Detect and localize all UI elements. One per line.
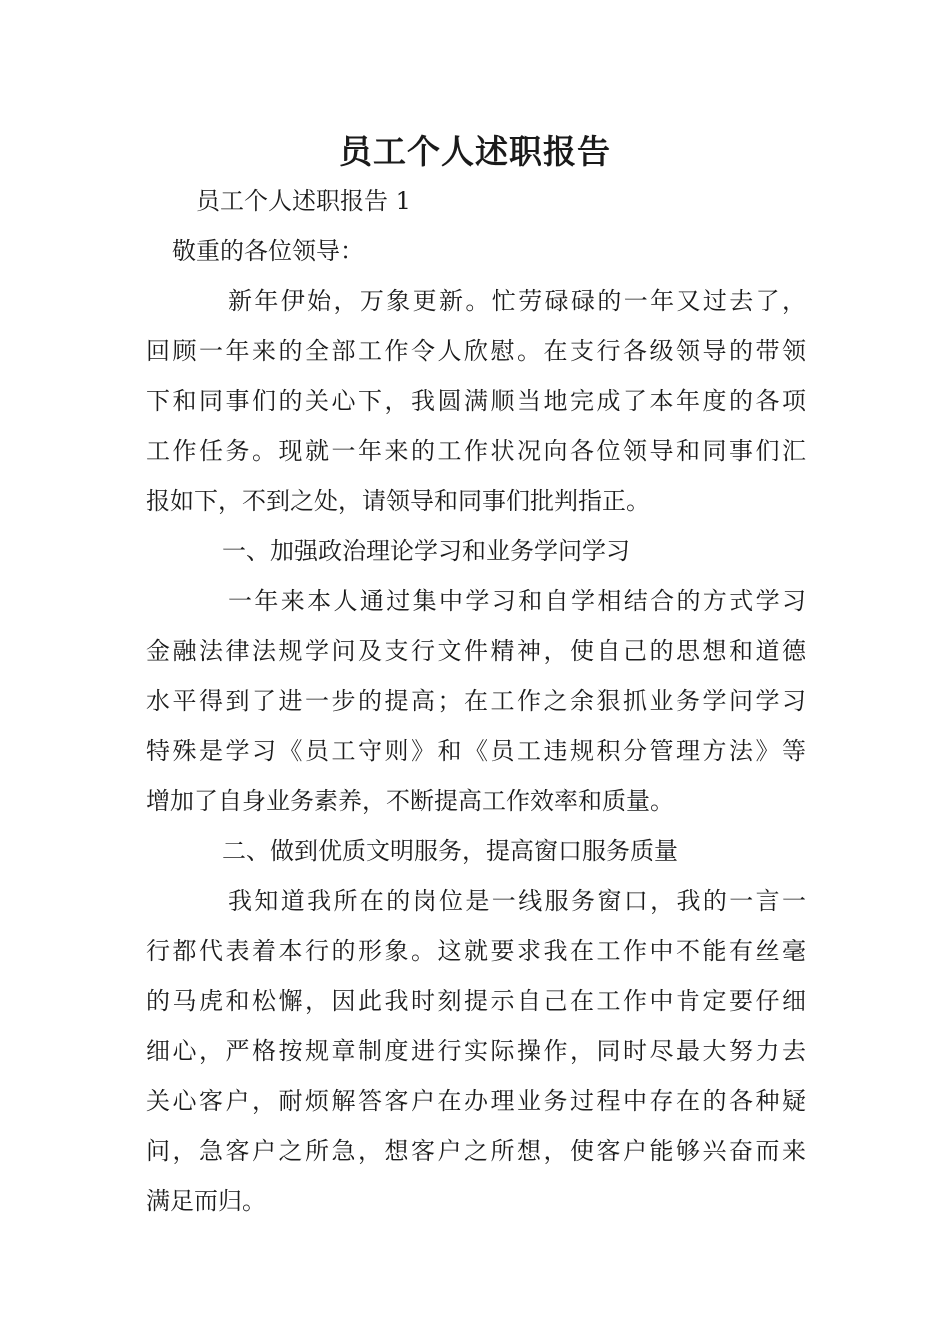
paragraph-1-line-4: 工作任务。现就一年来的工作状况向各位领导和同事们汇 — [146, 437, 806, 465]
paragraph-2-line-3: 水平得到了进一步的提高；在工作之余狠抓业务学问学习 — [146, 687, 806, 715]
paragraph-1-line-1: 新年伊始，万象更新。忙劳碌碌的一年又过去了， — [228, 287, 806, 315]
paragraph-3-line-7: 满足而归。 — [146, 1187, 266, 1215]
paragraph-2-line-5: 增加了自身业务素养，不断提高工作效率和质量。 — [146, 787, 674, 815]
salutation: 敬重的各位领导： — [172, 237, 364, 265]
paragraph-1-line-2: 回顾一年来的全部工作令人欣慰。在支行各级领导的带领 — [146, 337, 806, 365]
document-subtitle: 员工个人述职报告 1 — [196, 187, 411, 215]
paragraph-2-line-4: 特殊是学习《员工守则》和《员工违规积分管理方法》等 — [146, 737, 806, 765]
section-heading-1: 一、加强政治理论学习和业务学问学习 — [222, 537, 630, 565]
document-title: 员工个人述职报告 — [339, 132, 611, 171]
paragraph-3-line-6: 问，急客户之所急，想客户之所想，使客户能够兴奋而来 — [146, 1137, 806, 1165]
paragraph-1-line-3: 下和同事们的关心下，我圆满顺当地完成了本年度的各项 — [146, 387, 806, 415]
paragraph-3-line-5: 关心客户，耐烦解答客户在办理业务过程中存在的各种疑 — [146, 1087, 806, 1115]
paragraph-1-line-5: 报如下，不到之处，请领导和同事们批判指正。 — [146, 487, 650, 515]
paragraph-3-line-3: 的马虎和松懈，因此我时刻提示自己在工作中肯定要仔细 — [146, 987, 806, 1015]
paragraph-3-line-4: 细心，严格按规章制度进行实际操作，同时尽最大努力去 — [146, 1037, 806, 1065]
paragraph-3-line-2: 行都代表着本行的形象。这就要求我在工作中不能有丝毫 — [146, 937, 806, 965]
paragraph-3-line-1: 我知道我所在的岗位是一线服务窗口，我的一言一 — [228, 887, 806, 915]
paragraph-2-line-2: 金融法律法规学问及支行文件精神，使自己的思想和道德 — [146, 637, 806, 665]
paragraph-2-line-1: 一年来本人通过集中学习和自学相结合的方式学习 — [228, 587, 806, 615]
section-heading-2: 二、做到优质文明服务，提高窗口服务质量 — [222, 837, 678, 865]
